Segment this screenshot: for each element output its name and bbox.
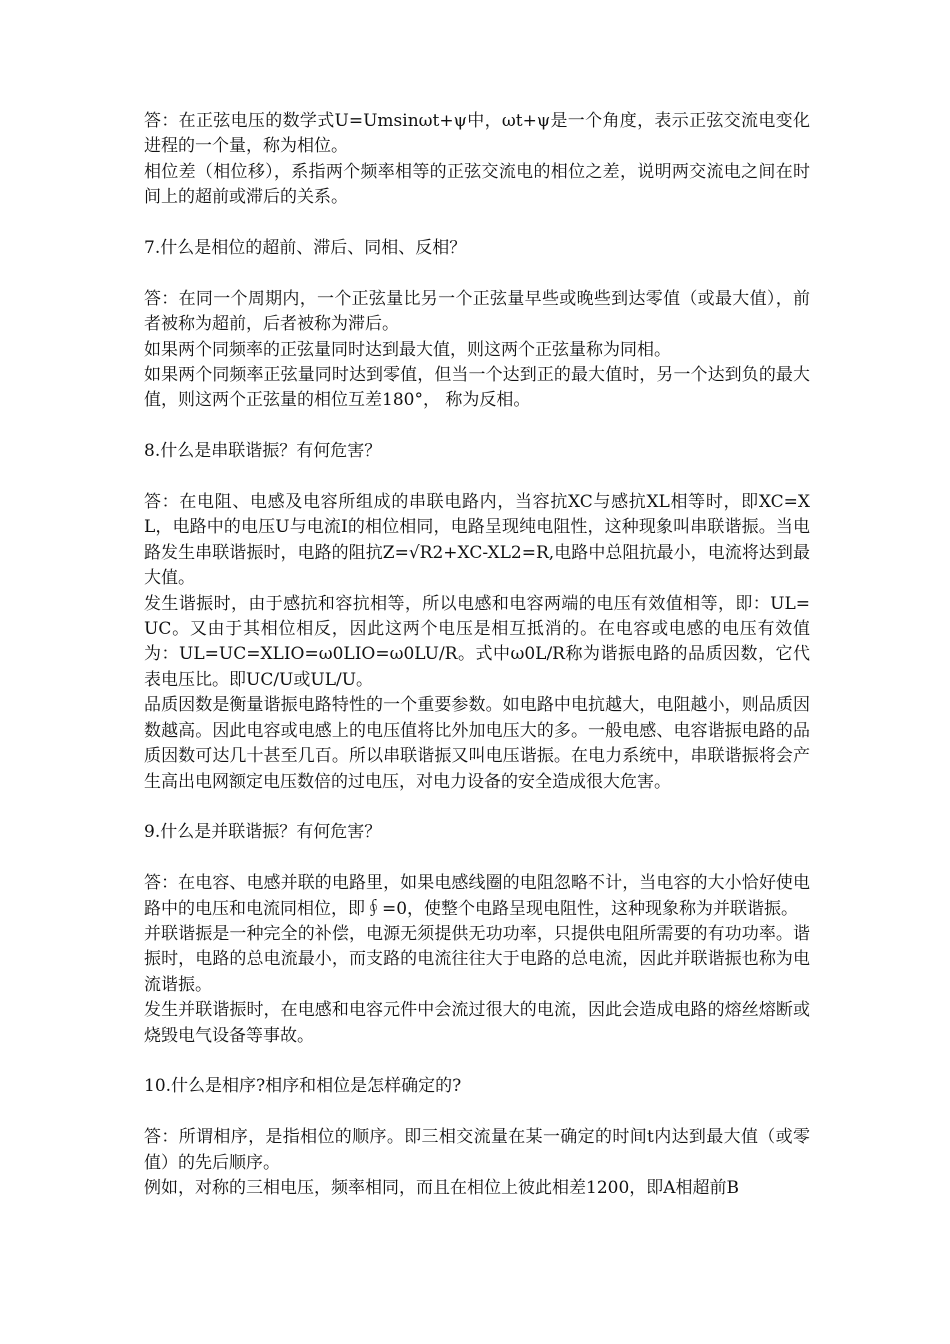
- three-phase-example-paragraph: 例如，对称的三相电压，频率相同，而且在相位上彼此相差1200，即A相超前B: [144, 1177, 740, 1198]
- answer-phase-definition: 答：在正弦电压的数学式U=Umsinωt+ψ中，ωt+ψ是一个角度，表示正弦交流电变化进程的一个量，称为相位。: [144, 111, 810, 157]
- parallel-hazard-paragraph: 发生并联谐振时，在电感和电容元件中会流过很大的电流，因此会造成电路的熔丝熔断或烧毁电气设备等事故。: [144, 1000, 810, 1046]
- question-10-heading: 10.什么是相序?相序和相位是怎样确定的?: [144, 1076, 462, 1097]
- current-resonance-paragraph: 并联谐振是一种完全的补偿，电源无须提供无功功率，只提供电阻所需要的有功功率。谐振时，电路的总电流最小，而支路的电流往往大于电路的总电流，因此并联谐振也称为电流谐振。: [144, 923, 810, 995]
- resonance-voltage-paragraph: 发生谐振时，由于感抗和容抗相等，所以电感和电容两端的电压有效值相等，即：UL=UC。又由于其相位相反，因此这两个电压是相互抵消的。在电容或电感的电压有效值为：UL=UC=XLIO=ω0LIO=ω0LU/R。式中ω0L/R称为谐振电路的品质因数，它代表电压比。即UC/U或UL/U。: [144, 593, 810, 690]
- question-8-heading: 8.什么是串联谐振？有何危害？: [144, 441, 382, 462]
- answer-10-phase-sequence: 答：所谓相序，是指相位的顺序。即三相交流量在某一确定的时间t内达到最大值（或零值）的先后顺序。: [144, 1127, 810, 1173]
- paragraph-gap: [144, 795, 810, 820]
- paragraph-gap: [144, 414, 810, 439]
- answer-9-parallel-resonance: 答：在电容、电感并联的电路里，如果电感线圈的电阻忽略不计，当电容的大小恰好使电路中的电压和电流同相位，即∮=0，使整个电路呈现电阻性，这种现象称为并联谐振。: [144, 873, 810, 919]
- paragraph-gap: [144, 465, 810, 490]
- in-phase-paragraph: 如果两个同频率的正弦量同时达到最大值，则这两个正弦量称为同相。: [144, 339, 671, 360]
- answer-8-series-resonance: 答：在电阻、电感及电容所组成的串联电路内，当容抗XC与感抗XL相等时，即XC=XL，电路中的电压U与电流I的相位相同，电路呈现纯电阻性，这种现象叫串联谐振。当电路发生串联谐振时，电路的阻抗Z=√R2+XC-XL2=R,电路中总阻抗最小，电流将达到最大值。: [144, 492, 810, 589]
- paragraph-gap: [144, 261, 810, 286]
- anti-phase-paragraph: 如果两个同频率正弦量同时达到零值，但当一个达到正的最大值时，另一个达到负的最大值，则这两个正弦量的相位互差180°， 称为反相。: [144, 365, 810, 411]
- answer-7-lead-lag: 答：在同一个周期内，一个正弦量比另一个正弦量早些或晚些到达零值（或最大值），前者被称为超前，后者被称为滞后。: [144, 288, 810, 335]
- question-7-heading: 7.什么是相位的超前、滞后、同相、反相？: [144, 238, 467, 259]
- document-body: [144, 109, 810, 1201]
- paragraph-gap: [144, 1100, 810, 1125]
- paragraph-gap: [144, 1049, 810, 1074]
- paragraph-gap: [144, 846, 810, 871]
- quality-factor-paragraph: 品质因数是衡量谐振电路特性的一个重要参数。如电路中电抗越大，电阻越小，则品质因数越高。因此电容或电感上的电压值将比外加电压大的多。一般电感、电容谐振电路的品质因数可达几十甚至几百。所以串联谐振又叫电压谐振。在电力系统中，串联谐振将会产生高出电网额定电压数倍的过电压，对电力设备的安全造成很大危害。: [144, 695, 810, 792]
- paragraph-gap: [144, 211, 810, 236]
- phase-difference-paragraph: 相位差（相位移），系指两个频率相等的正弦交流电的相位之差，说明两交流电之间在时间上的超前或滞后的关系。: [144, 161, 810, 208]
- question-9-heading: 9.什么是并联谐振？有何危害？: [144, 822, 382, 843]
